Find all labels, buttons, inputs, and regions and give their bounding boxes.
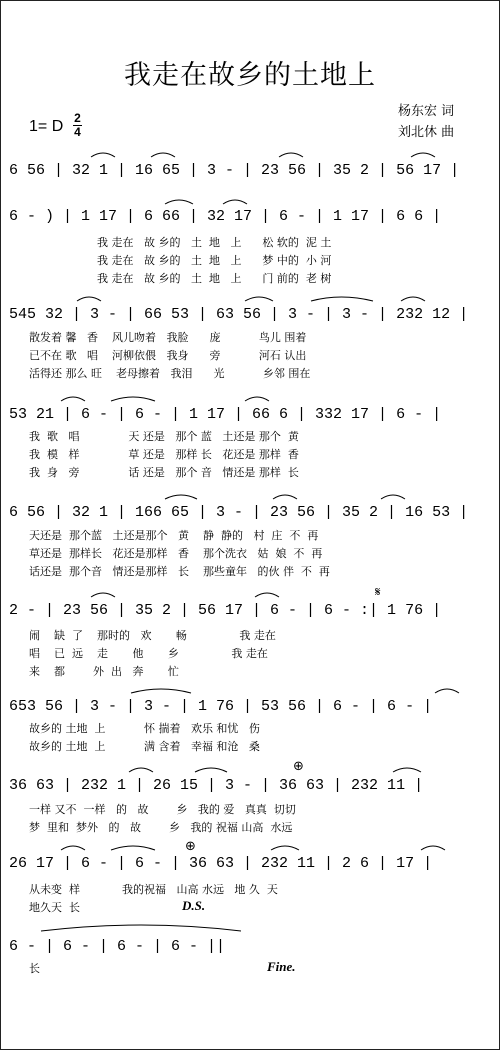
slur-18: [255, 593, 279, 597]
lyric-line-5-1: 天还是 那个蓝 土还是那个 黄 静 静的 村 庄 不 再: [29, 529, 319, 542]
slur-4: [411, 153, 435, 157]
notation-line-9: 26 17 | 6 - | 6 - | 36 63 | 232 11 | 2 6 | 17 |: [9, 855, 433, 872]
slur-17: [91, 593, 115, 597]
slur-1: [91, 153, 115, 157]
slur-13: [245, 397, 269, 401]
slur-22: [195, 768, 227, 772]
slur-15: [273, 495, 297, 499]
slur-16: [381, 495, 405, 499]
lyric-line-5-2: 草还是 那样长 花还是那样 香 那个洗衣 姑 娘 不 再: [29, 547, 323, 560]
slur-24: [61, 846, 85, 850]
slur-2: [151, 153, 175, 157]
lyric-line-2-1: 我 走在 故 乡的 土 地 上 松 软的 泥 土: [97, 236, 332, 249]
lyric-line-7-2: 故乡的 土地 上 满 含着 幸福 和沧 桑: [29, 740, 260, 753]
lyric-line-2-3: 我 走在 故 乡的 土 地 上 门 前的 老 树: [97, 272, 332, 285]
composer: 刘北休 曲: [398, 125, 455, 140]
lyric-line-8-2: 梦 里和 梦外 的 故 乡 我的 祝福 山高 水远: [29, 821, 293, 834]
lyric-line-5-3: 话还是 那个音 情还是那样 长 那些童年 的伙 伴 不 再: [29, 565, 330, 578]
slur-3: [279, 153, 303, 157]
lyric-line-9-2: 地久天 长: [29, 901, 80, 914]
lyric-line-7-1: 故乡的 土地 上 怀 揣着 欢乐 和忧 伤: [29, 722, 260, 735]
lyricist: 杨东宏 词: [398, 104, 455, 119]
lyric-line-4-3: 我 身 旁 话 还是 那个 音 情还是 那样 长: [29, 466, 299, 479]
lyric-line-6-1: 闹 缺 了 那时的 欢 畅 我 走在: [29, 629, 276, 642]
coda-sign-2: ⊕: [185, 839, 196, 854]
segno-sign: 𝄋: [375, 585, 381, 600]
slur-7: [77, 297, 101, 301]
lyric-line-6-3: 来 都 外 出 奔 忙: [29, 665, 179, 678]
lyric-line-2-2: 我 走在 故 乡的 土 地 上 梦 中的 小 河: [97, 254, 332, 267]
slur-25: [111, 846, 155, 850]
notation-line-10: 6 - | 6 - | 6 - | 6 - ||: [9, 938, 226, 955]
slur-19: [131, 689, 191, 693]
lyric-line-4-2: 我 模 样 草 还是 那样 长 花还是 那样 香: [29, 448, 299, 461]
time-signature: [73, 112, 82, 139]
song-title: 我走在故乡的土地上: [124, 60, 376, 91]
slur-20: [435, 689, 459, 693]
slur-5: [165, 200, 193, 204]
notation-line-6: 2 - | 23 56 | 35 2 | 56 17 | 6 - | 6 - :| 1 76 |: [9, 602, 442, 619]
key-signature: 1= D: [29, 118, 64, 135]
lyric-line-10-1: 长: [29, 962, 40, 975]
notation-line-4: 53 21 | 6 - | 6 - | 1 17 | 66 6 | 332 17 | 6 - |: [9, 406, 442, 423]
slur-27: [421, 846, 445, 850]
slur-21: [129, 768, 153, 772]
slur-9: [311, 297, 373, 301]
slur-6: [223, 200, 247, 204]
lyric-line-9-1: 从未变 样 我的祝福 山高 水远 地 久 天: [29, 883, 278, 896]
slur-28: [41, 925, 241, 931]
slur-10: [401, 297, 425, 301]
lyric-line-3-1: 散发着 馨 香 风儿吻着 我脸 庞 鸟儿 围着: [29, 331, 307, 344]
notation-line-8: 36 63 | 232 1 | 26 15 | 3 - | 36 63 | 232 11 |: [9, 777, 424, 794]
notation-line-1: 6 56 | 32 1 | 16 65 | 3 - | 23 56 | 35 2 | 56 17 |: [9, 162, 460, 179]
coda-sign-1: ⊕: [293, 759, 304, 774]
lyric-line-3-2: 已不在 歌 唱 河柳依偎 我身 旁 河石 认出: [29, 349, 307, 362]
notation-line-7: 653 56 | 3 - | 3 - | 1 76 | 53 56 | 6 - | 6 - |: [9, 698, 433, 715]
slur-8: [245, 297, 273, 301]
lyric-line-4-1: 我 歌 唱 天 还是 那个 蓝 土还是 那个 黄: [29, 430, 299, 443]
meter-bottom: 4: [74, 125, 81, 139]
lyric-line-6-2: 唱 已 远 走 他 乡 我 走在: [29, 647, 268, 660]
slur-12: [111, 397, 155, 401]
fine-mark: Fine.: [267, 959, 296, 974]
notation-line-5: 6 56 | 32 1 | 166 65 | 3 - | 23 56 | 35 2 | 16 53 |: [9, 504, 469, 521]
slur-23: [393, 768, 421, 772]
dal-segno-mark: D.S.: [182, 898, 206, 913]
lyric-line-8-1: 一样 又不 一样 的 故 乡 我的 爱 真真 切切: [29, 803, 296, 816]
lyric-line-3-3: 活得还 那么 旺 老母擦着 我泪 光 乡邻 围在: [29, 367, 311, 380]
slur-26: [271, 846, 299, 850]
meter-top: 2: [74, 111, 81, 125]
notation-line-3: 545 32 | 3 - | 66 53 | 63 56 | 3 - | 3 - | 232 12 |: [9, 306, 469, 323]
slur-14: [165, 495, 197, 499]
slur-11: [61, 397, 85, 401]
notation-line-2: 6 - ) | 1 17 | 6 66 | 32 17 | 6 - | 1 17 | 6 6 |: [9, 208, 442, 225]
